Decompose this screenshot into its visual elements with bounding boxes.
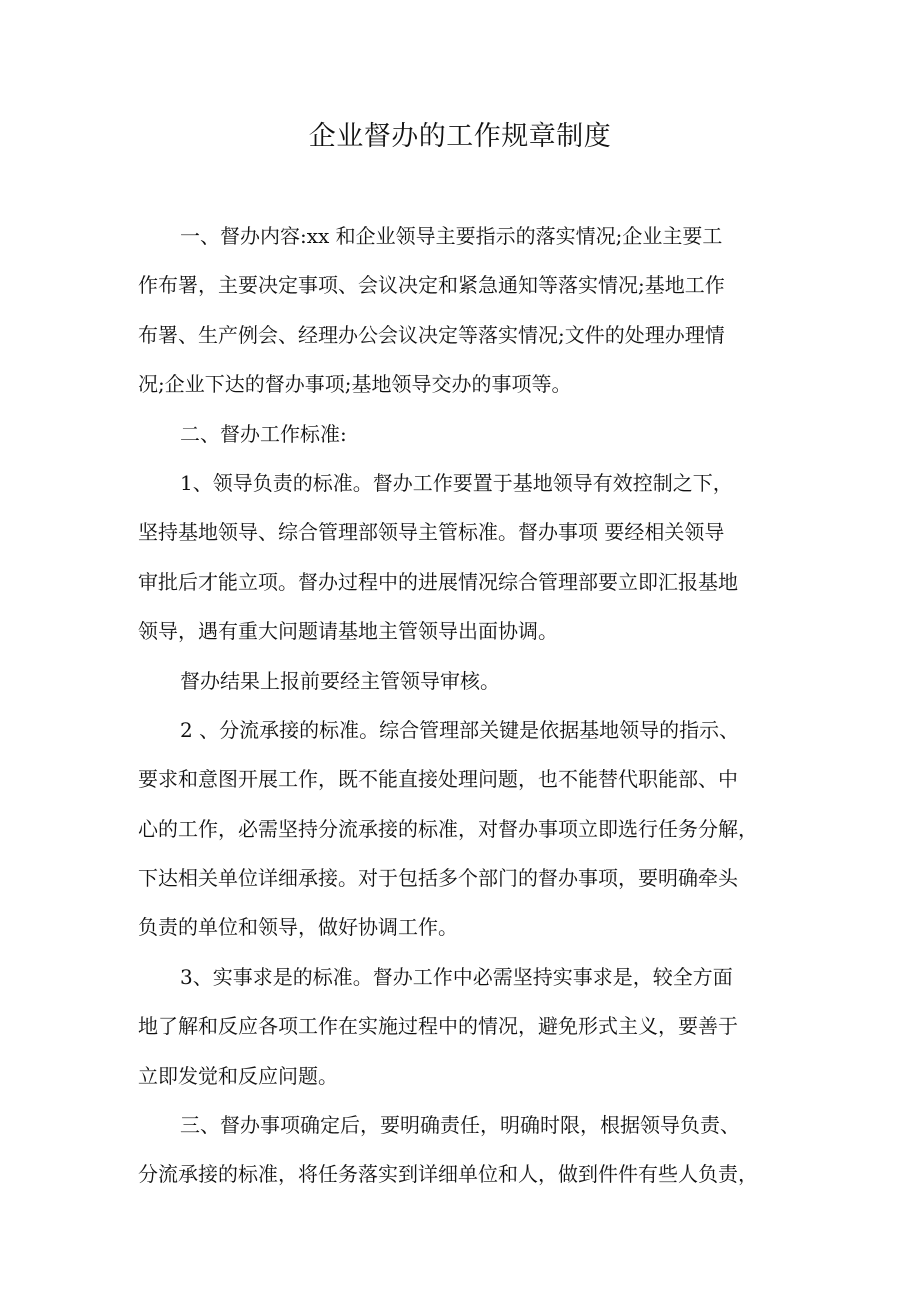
paragraph-line: 心的工作，必需坚持分流承接的标准，对督办事项立即选行任务分解， [138, 816, 758, 841]
paragraph-line: 布署、生产例会、经理办公会议决定等落实情况;文件的处理办理情 [138, 322, 725, 347]
paragraph-line: 3、实事求是的标准。督办工作中必需坚持实事求是，较全方面 [180, 964, 733, 989]
paragraph-line: 督办结果上报前要经主管领导审核。 [180, 668, 500, 693]
paragraph-line: 况;企业下达的督办事项;基地领导交办的事项等。 [138, 372, 572, 397]
paragraph-line: 下达相关单位详细承接。对于包括多个部门的督办事项，要明确牵头 [138, 866, 738, 891]
section-heading-line: 二、督办工作标准: [180, 421, 347, 446]
document-body [138, 212, 788, 1200]
paragraph-line: 2 、分流承接的标准。综合管理部关键是依据基地领导的指示、 [180, 717, 740, 742]
paragraph-line: 一、督办内容:xx 和企业领导主要指示的落实情况;企业主要工 [180, 224, 723, 248]
paragraph-line: 要求和意图开展工作，既不能直接处理问题，也不能替代职能部、中 [138, 767, 738, 792]
paragraph-line: 三、督办事项确定后，要明确责任，明确时限，根据领导负责、 [180, 1113, 740, 1138]
paragraph-line: 1、领导负责的标准。督办工作要置于基地领导有效控制之下， [180, 470, 733, 495]
paragraph-line: 负责的单位和领导，做好协调工作。 [138, 915, 458, 940]
paragraph-line: 地了解和反应各项工作在实施过程中的情况，避免形式主义，要善于 [138, 1014, 738, 1039]
paragraph-line: 坚持基地领导、综合管理部领导主管标准。督办事项 要经相关领导 [138, 520, 725, 545]
document-title: 企业督办的工作规章制度 [308, 121, 612, 152]
paragraph-line: 审批后才能立项。督办过程中的进展情况综合管理部要立即汇报基地 [138, 569, 738, 594]
paragraph-line: 立即发觉和反应问题。 [138, 1063, 338, 1088]
paragraph-line: 分流承接的标准，将任务落实到详细单位和人，做到件件有些人负责， [138, 1162, 758, 1187]
paragraph-line: 作布署，主要决定事项、会议决定和紧急通知等落实情况;基地工作 [138, 273, 725, 298]
paragraph-line: 领导，遇有重大问题请基地主管领导出面协调。 [138, 619, 558, 644]
